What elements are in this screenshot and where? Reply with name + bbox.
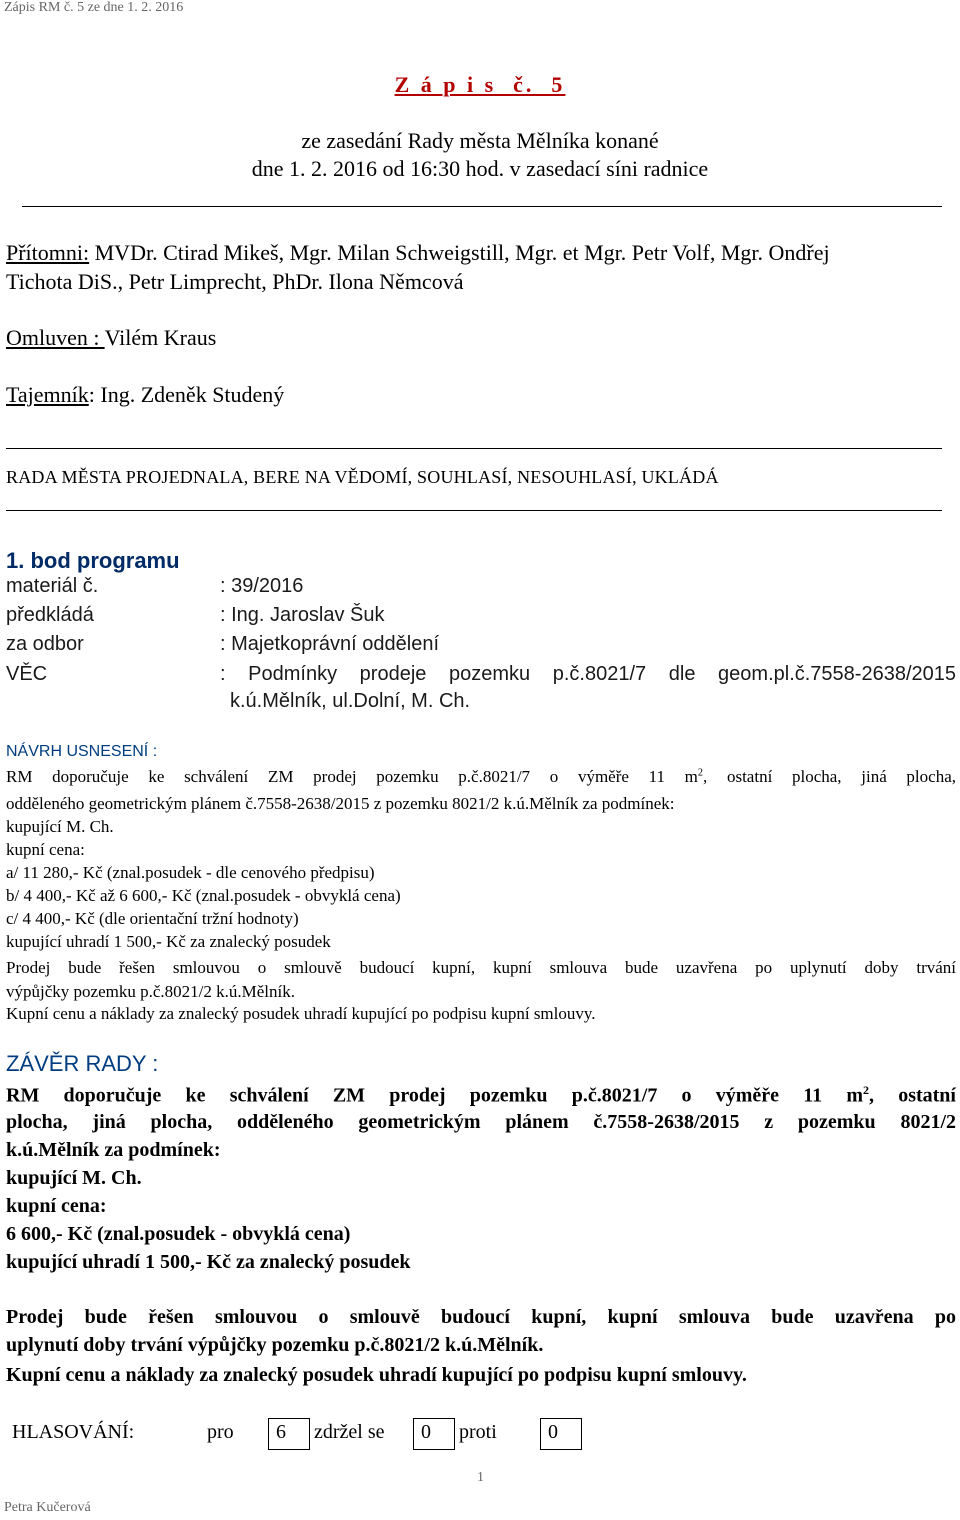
secretary-value: : Ing. Zdeněk Studený: [88, 382, 285, 407]
conclusion-line-8: Prodej bude řešen smlouvou o smlouvě budoucí kupní, kupní smlouva bude uzavřena po: [6, 1306, 956, 1328]
material-value: : 39/2016: [220, 575, 304, 597]
excused-label: Omluven :: [6, 325, 105, 350]
banner-bottom-rule: [6, 510, 942, 511]
meeting-line-2: dne 1. 2. 2016 od 16:30 hod. v zasedací síni radnice: [251, 156, 709, 181]
vote-against-label: proti: [459, 1421, 497, 1443]
proposal-line-1a: RM doporučuje ke schválení ZM prodej pozemku p.č.8021/7 o výměře 11 m: [6, 767, 698, 786]
agenda-item-heading: 1. bod programu: [6, 548, 180, 573]
subject-value-2: k.ú.Mělník, ul.Dolní, M. Ch.: [230, 690, 471, 712]
present-line-2: Tichota DiS., Petr Limprecht, PhDr. Ilona Němcová: [6, 269, 464, 294]
conclusion-heading: ZÁVĚR RADY :: [6, 1051, 159, 1076]
present-label: Přítomni:: [6, 240, 90, 265]
running-header: Zápis RM č. 5 ze dne 1. 2. 2016: [4, 0, 184, 15]
proposal-line-8: kupující uhradí 1 500,- Kč za znalecký posudek: [6, 932, 331, 951]
subject-value-1: : Podmínky prodeje pozemku p.č.8021/7 dle geom.pl.č.7558-2638/2015: [220, 663, 956, 685]
conclusion-line-1: [6, 1083, 956, 1108]
presenter-value: : Ing. Jaroslav Šuk: [220, 604, 385, 626]
vote-abstain-label: zdržel se: [314, 1421, 385, 1443]
vote-abstain-box: [413, 1418, 455, 1450]
proposal-heading: NÁVRH USNESENÍ :: [6, 743, 158, 760]
council-banner: RADA MĚSTA PROJEDNALA, BERE NA VĚDOMÍ, SOUHLASÍ, NESOUHLASÍ, UKLÁDÁ: [6, 467, 719, 487]
material-label: materiál č.: [6, 575, 99, 597]
conclusion-line-10: Kupní cenu a náklady za znalecký posudek uhradí kupující po podpisu kupní smlouvy.: [6, 1364, 747, 1386]
vote-abstain-value: 0: [421, 1421, 431, 1443]
proposal-sup: 2: [697, 767, 704, 779]
secretary-line: [6, 382, 284, 408]
vote-for-box: [268, 1418, 310, 1450]
proposal-line-9: Prodej bude řešen smlouvou o smlouvě budoucí kupní, kupní smlouva bude uzavřena po uplynutí doby trvání: [6, 958, 956, 977]
conclusion-line-7: kupující uhradí 1 500,- Kč za znalecký posudek: [6, 1251, 411, 1273]
conclusion-line-3: k.ú.Mělník za podmínek:: [6, 1139, 221, 1161]
proposal-line-7: c/ 4 400,- Kč (dle orientační tržní hodnoty): [6, 909, 299, 928]
banner-top-rule: [6, 448, 942, 449]
conclusion-line-1b: , ostatní: [869, 1084, 956, 1107]
proposal-line-1b: , ostatní plocha, jiná plocha,: [703, 767, 956, 786]
excused-value: Vilém Kraus: [104, 325, 217, 350]
proposal-line-1: [6, 767, 956, 787]
footer-author: Petra Kučerová: [4, 1500, 91, 1515]
excused-line: [6, 325, 216, 351]
document-title: Z á p i s č. 5: [394, 72, 566, 97]
department-label: za odbor: [6, 633, 84, 655]
proposal-line-3: kupující M. Ch.: [6, 817, 114, 836]
voting-label: HLASOVÁNÍ:: [12, 1421, 135, 1443]
proposal-line-2: odděleného geometrickým plánem č.7558-2638/2015 z pozemku 8021/2 k.ú.Mělník za podmínek:: [6, 794, 675, 813]
vote-against-box: [540, 1418, 582, 1450]
conclusion-sup: 2: [863, 1083, 869, 1097]
vote-for-label: pro: [207, 1421, 234, 1443]
vote-for-value: 6: [276, 1421, 286, 1443]
meeting-line-1: ze zasedání Rady města Mělníka konané: [301, 128, 659, 153]
subject-label: VĚC: [6, 663, 48, 685]
conclusion-line-1a: RM doporučuje ke schválení ZM prodej pozemku p.č.8021/7 o výměře 11 m: [6, 1084, 863, 1107]
present-line-1: [6, 240, 830, 266]
conclusion-line-9: uplynutí doby trvání výpůjčky pozemku p.č.8021/2 k.ú.Mělník.: [6, 1334, 544, 1356]
conclusion-line-4: kupující M. Ch.: [6, 1167, 142, 1189]
present-names-1: MVDr. Ctirad Mikeš, Mgr. Milan Schweigstill, Mgr. et Mgr. Petr Volf, Mgr. Ondřej: [89, 240, 830, 265]
secretary-label: Tajemník: [6, 382, 89, 407]
proposal-line-4: kupní cena:: [6, 840, 85, 859]
conclusion-line-5: kupní cena:: [6, 1195, 107, 1217]
department-value: : Majetkoprávní oddělení: [220, 633, 440, 655]
title-divider: [22, 206, 942, 207]
proposal-line-6: b/ 4 400,- Kč až 6 600,- Kč (znal.posudek - obvyklá cena): [6, 886, 401, 905]
page-number: 1: [477, 1470, 484, 1485]
conclusion-line-2: plocha, jiná plocha, odděleného geometrickým plánem č.7558-2638/2015 z pozemku 8021/2: [6, 1111, 956, 1133]
proposal-line-11: Kupní cenu a náklady za znalecký posudek uhradí kupující po podpisu kupní smlouvy.: [6, 1004, 596, 1023]
presenter-label: předkládá: [6, 604, 94, 626]
proposal-line-10: výpůjčky pozemku p.č.8021/2 k.ú.Mělník.: [6, 982, 295, 1001]
conclusion-line-6: 6 600,- Kč (znal.posudek - obvyklá cena): [6, 1223, 351, 1245]
vote-against-value: 0: [548, 1421, 558, 1443]
proposal-line-5: a/ 11 280,- Kč (znal.posudek - dle cenového předpisu): [6, 863, 375, 882]
